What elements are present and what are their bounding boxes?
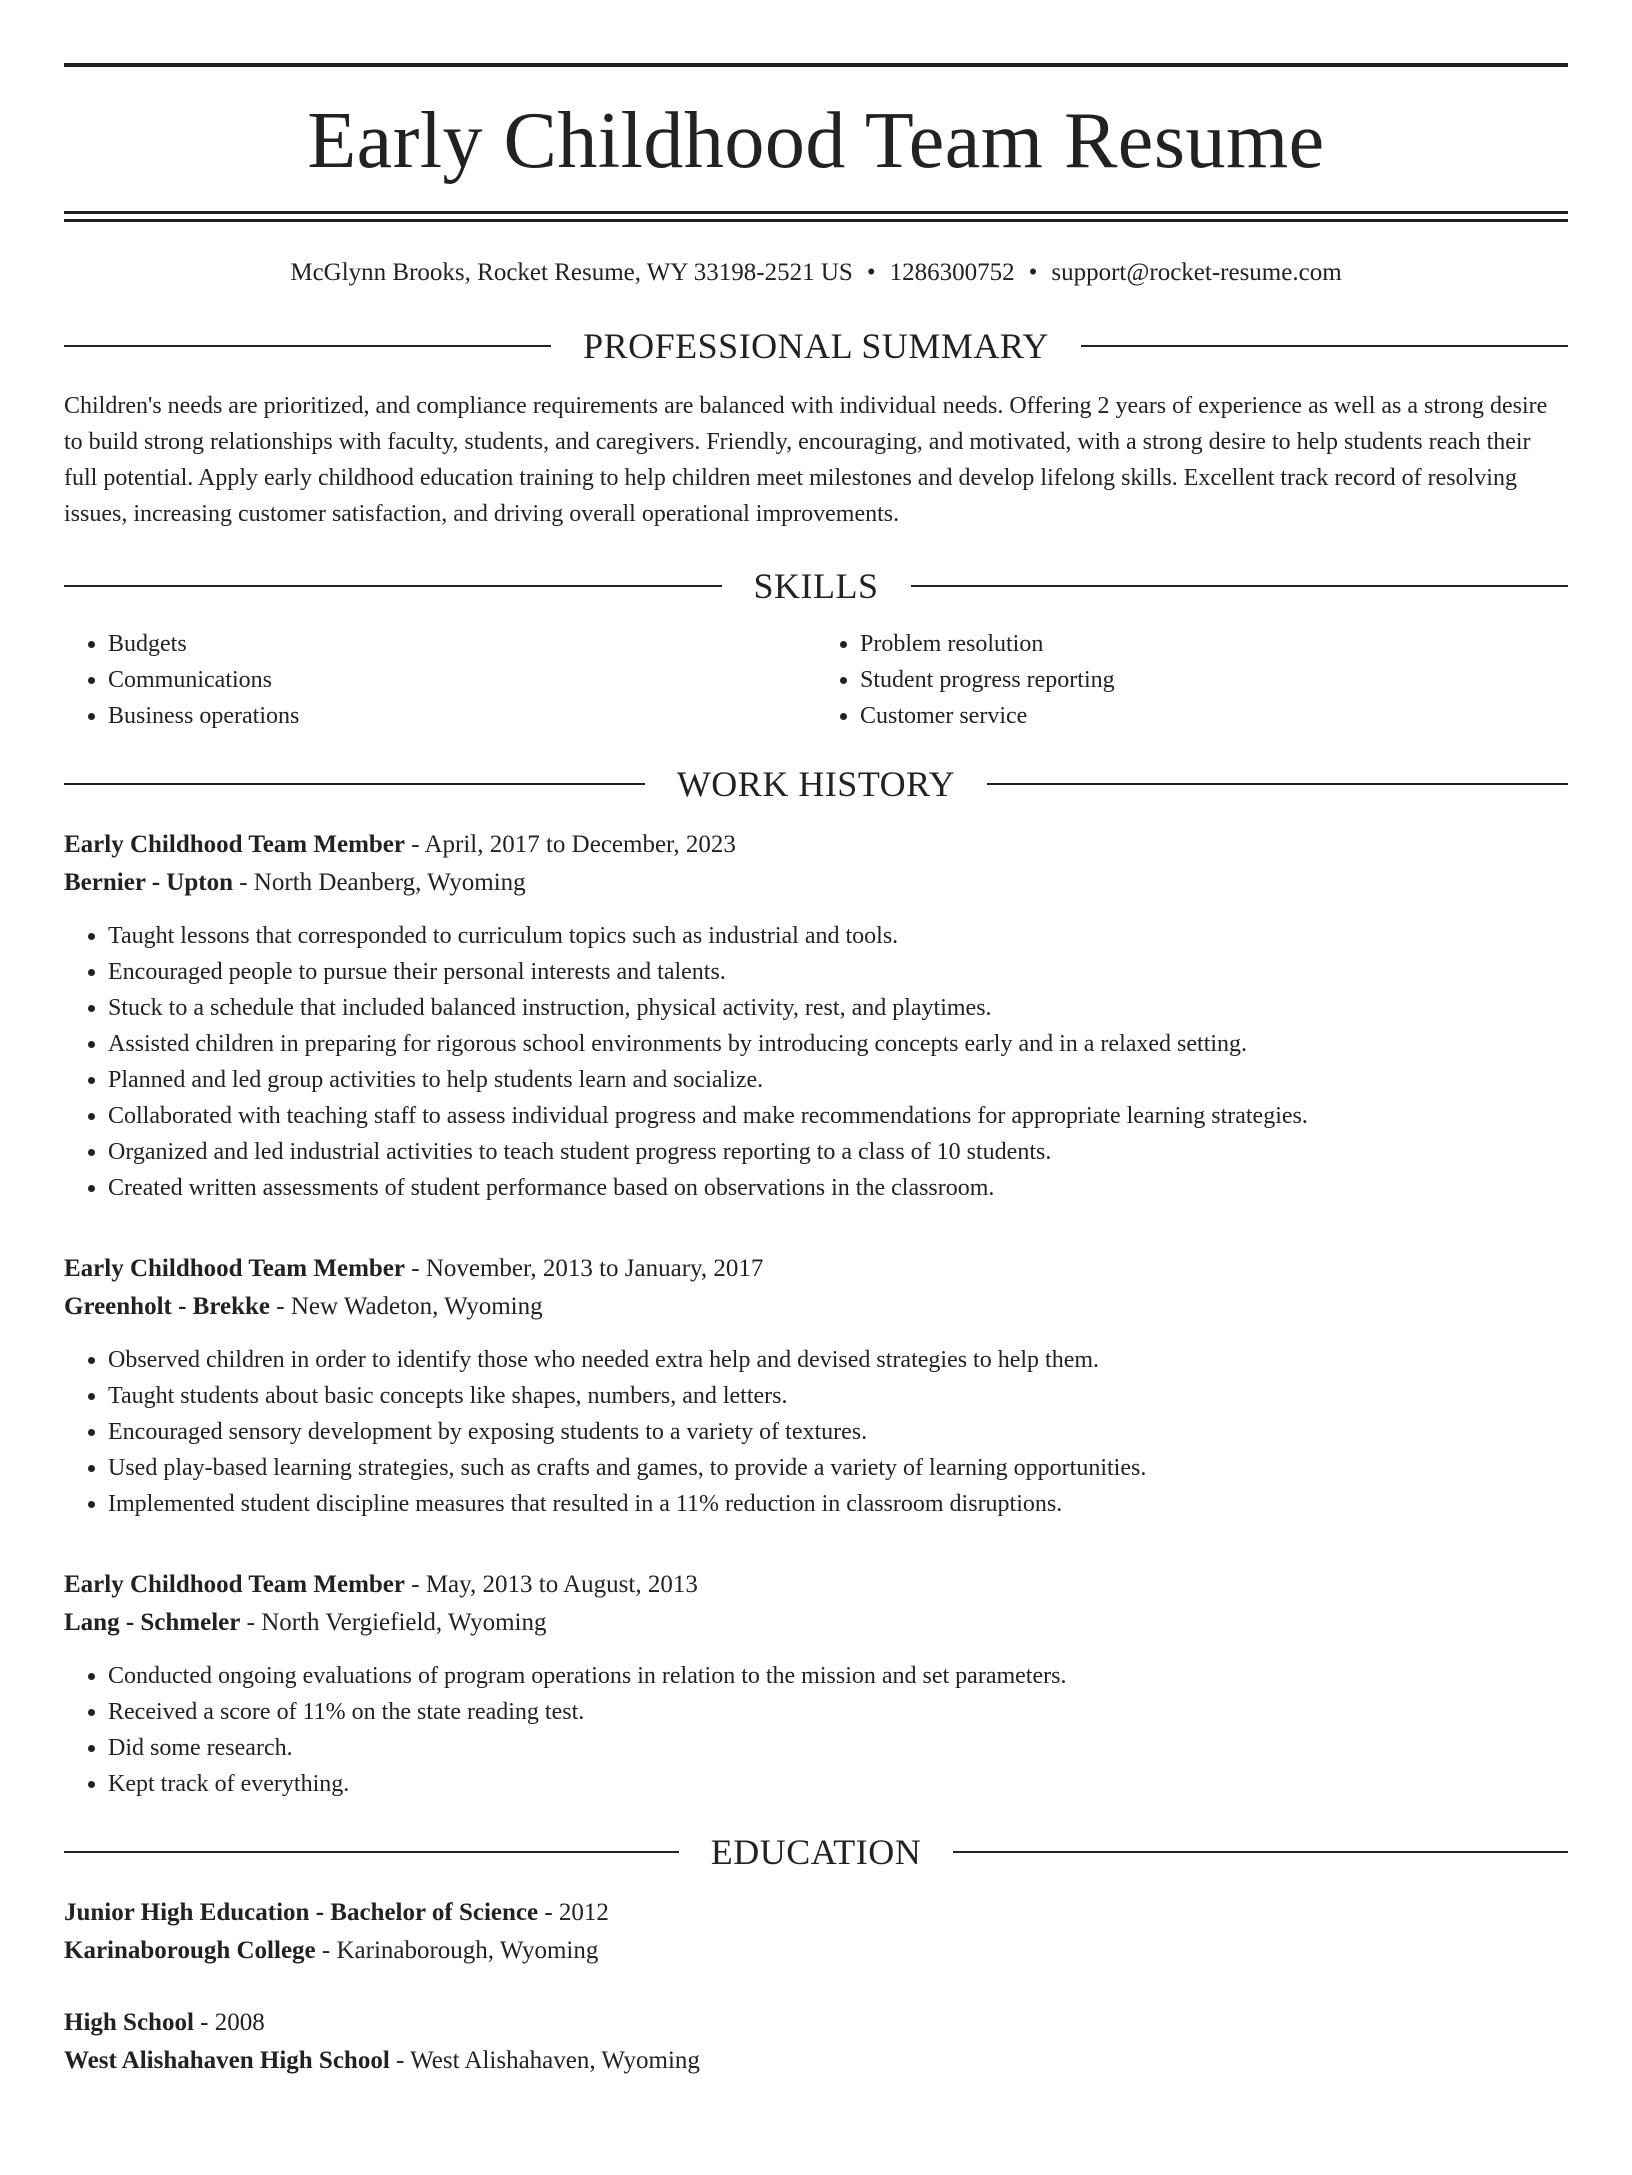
job-bullet: • Organized and led industrial activities to teach student progress reporting to a class of 10 students. — [108, 1134, 1568, 1170]
job-bullet: • Collaborated with teaching staff to assess individual progress and make recommendations for appropriate learning strategies. — [108, 1098, 1568, 1134]
job-title: Early Childhood Team Member — [64, 1255, 405, 1282]
job-entry — [64, 1566, 1568, 1802]
skills-column-left — [64, 626, 816, 734]
skills-list — [64, 626, 1568, 734]
education-degree-line — [64, 1894, 1568, 1932]
job-bullet: • Stuck to a schedule that included balanced instruction, physical activity, rest, and playtimes. — [108, 990, 1568, 1026]
job-bullet: • Kept track of everything. — [108, 1766, 1568, 1802]
heading-rule-left — [64, 345, 551, 347]
education-school: Karinaborough College — [64, 1937, 316, 1964]
contact-line — [64, 258, 1568, 288]
job-entry — [64, 826, 1568, 1206]
skills-heading — [64, 566, 1568, 606]
education-degree-line — [64, 2004, 1568, 2042]
job-bullet: • Assisted children in preparing for rigorous school environments by introducing concepts early and in a relaxed setting. — [108, 1026, 1568, 1062]
education-school-line — [64, 2042, 1568, 2080]
summary-heading-label: PROFESSIONAL SUMMARY — [583, 326, 1049, 366]
education-location: - Karinaborough, Wyoming — [315, 1937, 599, 1964]
skill-item: • Problem resolution — [860, 626, 1568, 662]
education-school-line — [64, 1932, 1568, 1970]
job-dates: - May, 2013 to August, 2013 — [405, 1571, 698, 1598]
skills-heading-label: SKILLS — [753, 566, 879, 606]
summary-heading — [64, 326, 1568, 366]
job-bullet: • Created written assessments of student performance based on observations in the classroom. — [108, 1170, 1568, 1206]
skill-item: • Communications — [108, 662, 816, 698]
skill-item: • Budgets — [108, 626, 816, 662]
heading-rule-right — [1081, 345, 1568, 347]
education-year: - 2012 — [538, 1899, 609, 1926]
job-title: Early Childhood Team Member — [64, 1571, 405, 1598]
job-bullet: • Encouraged sensory development by exposing students to a variety of textures. — [108, 1414, 1568, 1450]
job-bullets — [64, 1342, 1568, 1522]
job-company-line — [64, 1288, 1568, 1326]
education-entry — [64, 2004, 1568, 2080]
job-dates: - April, 2017 to December, 2023 — [405, 831, 736, 858]
skill-item: • Business operations — [108, 698, 816, 734]
job-entry — [64, 1250, 1568, 1522]
job-company-line — [64, 1604, 1568, 1642]
education-school: West Alishahaven High School — [64, 2047, 390, 2074]
job-bullet: • Taught students about basic concepts like shapes, numbers, and letters. — [108, 1378, 1568, 1414]
contact-address: McGlynn Brooks, Rocket Resume, WY 33198-2521 US — [290, 259, 853, 286]
heading-rule-right — [911, 585, 1569, 587]
header-double-rule — [64, 211, 1568, 222]
heading-rule-right — [987, 783, 1568, 785]
job-company-line — [64, 864, 1568, 902]
job-bullet: • Observed children in order to identify those who needed extra help and devised strategies to help them. — [108, 1342, 1568, 1378]
education-heading-label: EDUCATION — [710, 1832, 922, 1872]
education-year: - 2008 — [193, 2009, 265, 2036]
work-heading — [64, 764, 1568, 804]
education-location: - West Alishahaven, Wyoming — [389, 2047, 700, 2074]
job-bullet: • Taught lessons that corresponded to curriculum topics such as industrial and tools. — [108, 918, 1568, 954]
job-bullets — [64, 1658, 1568, 1802]
skill-item: • Customer service — [860, 698, 1568, 734]
job-bullet: • Conducted ongoing evaluations of program operations in relation to the mission and set parameters. — [108, 1658, 1568, 1694]
job-bullet: • Used play-based learning strategies, such as crafts and games, to provide a variety of learning opportunities. — [108, 1450, 1568, 1486]
resume-title: Early Childhood Team Resume — [307, 97, 1325, 185]
job-title-line — [64, 1566, 1568, 1604]
skill-item: • Student progress reporting — [860, 662, 1568, 698]
job-bullet: • Planned and led group activities to help students learn and socialize. — [108, 1062, 1568, 1098]
job-company: Lang - Schmeler — [64, 1609, 241, 1636]
job-title: Early Childhood Team Member — [64, 831, 405, 858]
job-title-line — [64, 1250, 1568, 1288]
job-bullets — [64, 918, 1568, 1206]
contact-email: support@rocket-resume.com — [1051, 259, 1342, 286]
heading-rule-left — [64, 783, 645, 785]
education-heading — [64, 1832, 1568, 1872]
job-bullet: • Encouraged people to pursue their personal interests and talents. — [108, 954, 1568, 990]
heading-rule-left — [64, 1851, 679, 1853]
contact-separator: • — [866, 259, 876, 286]
summary-text: Children's needs are prioritized, and compliance requirements are balanced with individual needs. Offering 2 years of experience as well as a strong desire to build strong relationships with faculty, students, and caregivers. Friendly, encouraging, and motivated, with a strong desire to help students reach their full potential. Apply early childhood education training to help children meet milestones and develop lifelong skills. Excellent track record of resolving issues, increasing customer satisfaction, and driving overall operational improvements. — [64, 393, 1548, 527]
job-bullet: • Implemented student discipline measures that resulted in a 11% reduction in classroom disruptions. — [108, 1486, 1568, 1522]
contact-separator: • — [1028, 259, 1038, 286]
education-entry — [64, 1894, 1568, 1970]
education-degree: High School — [64, 2009, 194, 2036]
contact-phone: 1286300752 — [889, 259, 1015, 286]
heading-rule-left — [64, 585, 722, 587]
resume-page — [0, 63, 1632, 2175]
job-title-line — [64, 826, 1568, 864]
skills-column-right — [816, 626, 1568, 734]
education-degree: Junior High Education - Bachelor of Science — [64, 1899, 539, 1926]
job-bullet: • Did some research. — [108, 1730, 1568, 1766]
header-top-rule — [64, 63, 1568, 67]
job-location: - New Wadeton, Wyoming — [270, 1293, 543, 1320]
heading-rule-right — [953, 1851, 1568, 1853]
job-location: - North Vergiefield, Wyoming — [240, 1609, 547, 1636]
job-bullet: • Received a score of 11% on the state reading test. — [108, 1694, 1568, 1730]
work-heading-label: WORK HISTORY — [676, 764, 956, 804]
job-company: Greenholt - Brekke — [64, 1293, 271, 1320]
job-dates: - November, 2013 to January, 2017 — [405, 1255, 764, 1282]
job-company: Bernier - Upton — [64, 869, 233, 896]
job-location: - North Deanberg, Wyoming — [232, 869, 526, 896]
